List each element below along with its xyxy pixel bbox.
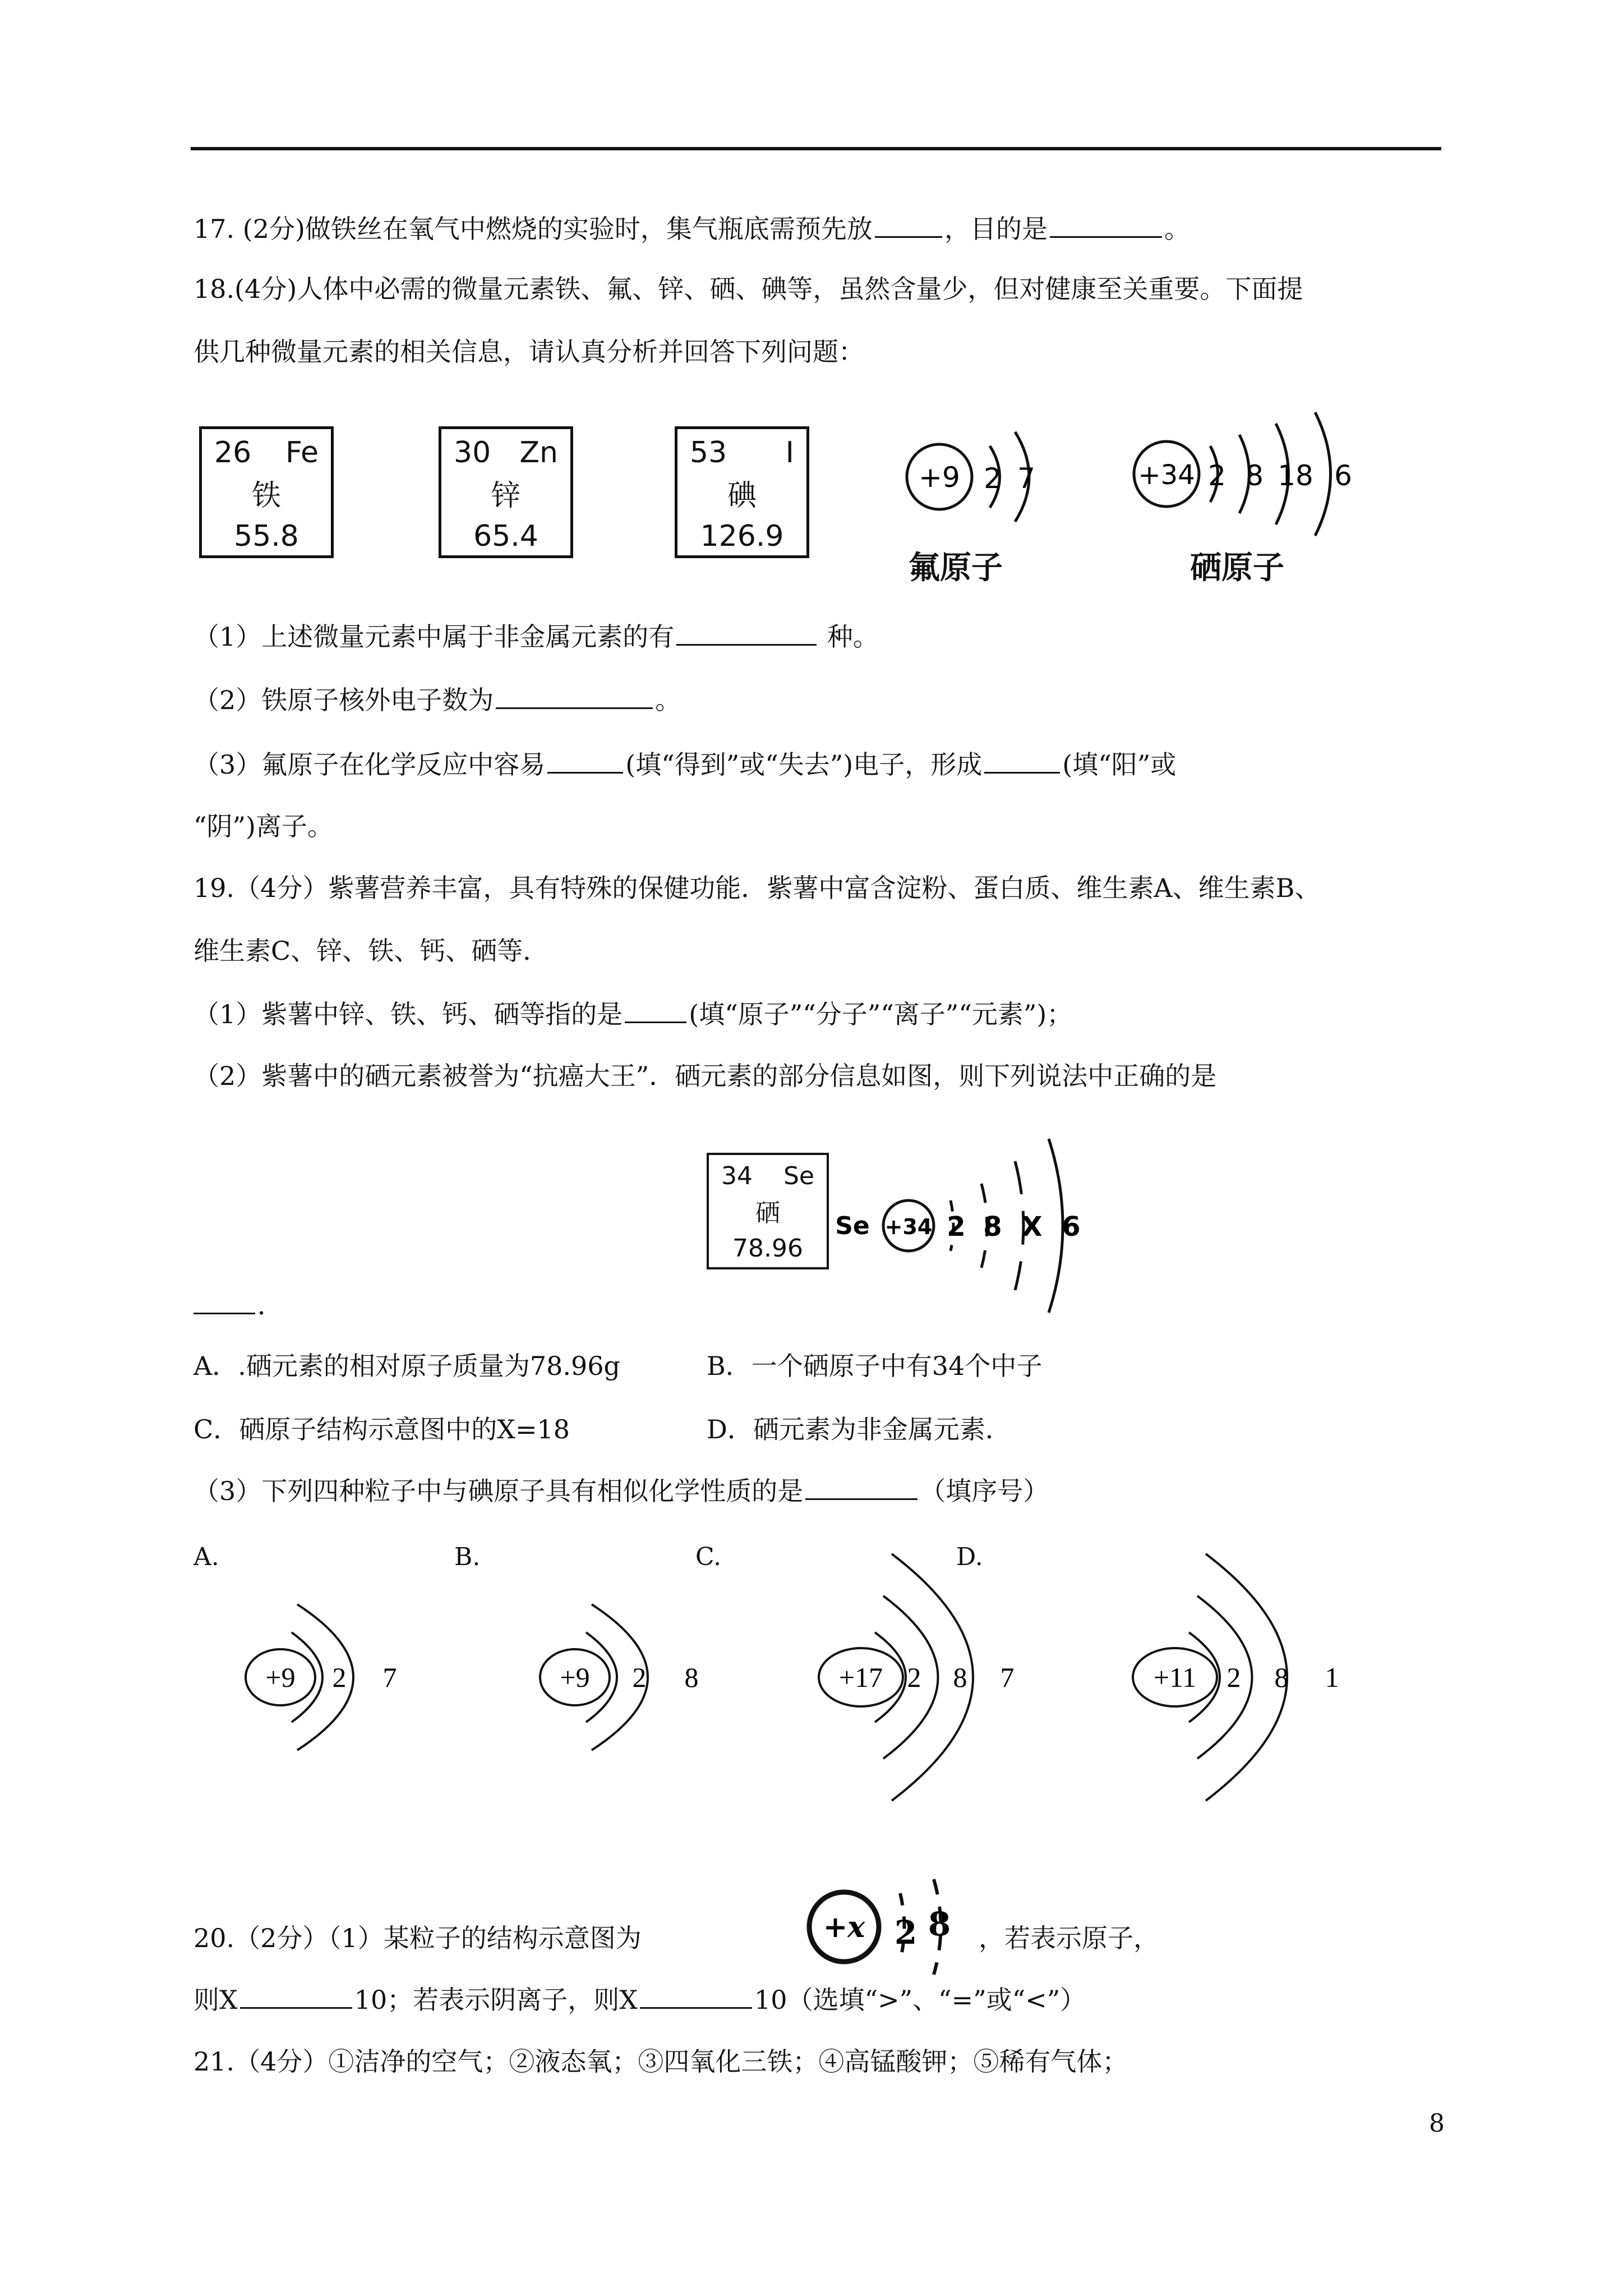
shell-electrons: 2 [907, 1662, 921, 1693]
q18-sub3-cont: “阴”)离子。 [193, 811, 333, 841]
atomic-number: 30 [454, 436, 491, 470]
q18-sub3-text-c: (填“阳”或 [1062, 749, 1177, 780]
element-symbol: Fe [285, 436, 319, 470]
q19-sub1-blank [625, 999, 686, 1023]
q19-line-2: 维生素C、锌、铁、钙、硒等． [193, 936, 549, 966]
element-symbol: Zn [519, 436, 558, 470]
q19-line-1: 19.（4分）紫薯营养丰富，具有特殊的保健功能．紫薯中富含淀粉、蛋白质、维生素A、维生素B、 [193, 873, 1321, 903]
fluorine-caption: 氟原子 [909, 550, 1003, 586]
atomic-mass: 65.4 [473, 519, 538, 553]
atomic-mass: 126.9 [700, 519, 784, 553]
element-card-zn [439, 426, 573, 558]
q17-blank-2 [1050, 214, 1162, 238]
shell-electrons: 8 [684, 1662, 699, 1693]
q20-structure-diagram [802, 1871, 970, 1983]
nucleus-charge: +34 [1138, 459, 1195, 491]
q18-line-1: 18.(4分)人体中必需的微量元素铁、氟、锌、硒、碘等，虽然含量少，但对健康至关重要。下面提 [193, 274, 1303, 304]
choice-d-diagram [1122, 1543, 1357, 1812]
q19-sub1-end: (填“原子”“分子”“离子”“元素”)； [689, 999, 1073, 1029]
nucleus-charge: +9 [265, 1662, 296, 1693]
atomic-number: 26 [214, 436, 252, 470]
q20-text-b: 10；若表示阴离子，则X [354, 1985, 638, 2015]
q19-sub2-end: ． [257, 1290, 283, 1320]
shell-electrons: 2 [984, 462, 1002, 495]
q19-option-d: D．硒元素为非金属元素． [707, 1414, 1011, 1444]
q18-sub1-blank [676, 622, 817, 646]
element-symbol: Se [783, 1162, 814, 1190]
q19-option-a: A．.硒元素的相对原子质量为78.96g [193, 1351, 620, 1381]
fluorine-atom-diagram [892, 415, 1077, 539]
q20-line-2 [193, 1983, 1086, 2017]
q18-line-2: 供几种微量元素的相关信息，请认真分析并回答下列问题： [193, 337, 864, 367]
element-card-i [675, 426, 809, 558]
nucleus-charge: +34 [884, 1214, 933, 1239]
shell-electrons: 6 [1334, 459, 1352, 492]
q17-line [193, 212, 1190, 246]
q17-text: 17. (2分)做铁丝在氧气中燃烧的实验时，集气瓶底需预先放 [193, 214, 873, 244]
q17-text-c: 。 [1164, 214, 1190, 244]
q18-sub1 [193, 620, 879, 654]
atomic-number: 34 [721, 1162, 753, 1190]
shell-electrons: 2 [894, 1913, 917, 1952]
se-symbol: Se [835, 1212, 870, 1240]
nucleus-charge: +9 [919, 461, 960, 494]
element-name: 铁 [251, 479, 281, 513]
shell-electrons: 8 [1274, 1662, 1289, 1693]
q21-line: 21.（4分）①洁净的空气；②液态氧；③四氧化三铁；④高锰酸钾；⑤稀有气体； [193, 2046, 1128, 2077]
element-card-se [707, 1153, 829, 1269]
shell-electrons: 8 [953, 1662, 967, 1693]
q19-sub2-blank [193, 1290, 255, 1314]
shell-electrons: 1 [1325, 1662, 1339, 1693]
shell-electrons: 18 [1278, 459, 1313, 492]
choice-d-letter: D. [956, 1543, 983, 1571]
q18-sub2-text: （2）铁原子核外电子数为 [193, 685, 494, 715]
shell-electrons: 2 [1208, 459, 1226, 492]
q19-option-b: B．一个硒原子中有34个中子 [707, 1351, 1043, 1381]
element-name: 硒 [755, 1199, 780, 1227]
q18-sub1-text: （1）上述微量元素中属于非金属元素的有 [193, 622, 675, 652]
nucleus-charge: +17 [838, 1662, 883, 1693]
selenium-atom-diagram [1122, 404, 1374, 544]
q20-line-1: 20.（2分）（1）某粒子的结构示意图为 [193, 1923, 642, 1953]
q20-text-c: 10（选填“>”、“=”或“<”） [754, 1985, 1086, 2015]
q20-text-a: 则X [193, 1985, 238, 2015]
choice-c-diagram [808, 1543, 1032, 1812]
shell-electrons: 8 [983, 1211, 1002, 1243]
shell-electrons: 7 [1017, 462, 1035, 495]
selenium-caption: 硒原子 [1190, 550, 1284, 586]
q18-sub3-blank-2 [984, 749, 1060, 774]
shell-electrons: X [1021, 1211, 1043, 1243]
q18-sub2-blank [496, 685, 653, 709]
choice-b-letter: B. [454, 1543, 481, 1571]
shell-electrons: 6 [1062, 1211, 1081, 1243]
shell-electrons: 7 [1000, 1662, 1015, 1693]
header-rule [191, 147, 1441, 150]
q18-sub3-text-b: (填“得到”或“失去”)电子，形成 [625, 749, 983, 780]
choice-a-letter: A. [193, 1543, 219, 1571]
element-name: 碘 [727, 479, 757, 513]
q19-sub2: （2）紫薯中的硒元素被誉为“抗癌大王”．硒元素的部分信息如图，则下列说法中正确的是 [193, 1061, 1217, 1091]
shell-electrons: 2 [332, 1662, 347, 1693]
q17-text-b: ，目的是 [944, 214, 1048, 244]
atomic-number: 53 [690, 436, 727, 470]
element-card-fe [199, 426, 334, 558]
q18-sub3-text: （3）氟原子在化学反应中容易 [193, 749, 546, 780]
shell-electrons: 2 [947, 1211, 966, 1243]
q17-blank-1 [875, 214, 942, 238]
q18-sub3 [193, 748, 1176, 781]
q19-sub3-blank [805, 1476, 917, 1500]
nucleus-charge: +9 [560, 1662, 590, 1693]
nucleus-charge: +x [823, 1910, 865, 1944]
shell-electrons: 8 [928, 1905, 951, 1943]
q19-option-c: C．硒原子结构示意图中的X=18 [193, 1414, 570, 1444]
shell-electrons: 7 [382, 1662, 397, 1693]
choice-a-diagram [241, 1593, 421, 1761]
element-symbol: I [785, 436, 794, 470]
choice-c-letter: C. [695, 1543, 722, 1571]
q19-sub3 [193, 1474, 1049, 1508]
q19-sub3-text: （3）下列四种粒子中与碘原子具有相似化学性质的是 [193, 1476, 804, 1506]
selenium-structure-diagram [830, 1128, 1094, 1318]
q18-sub2-end: 。 [655, 685, 681, 715]
q20-blank-2 [640, 1985, 752, 2009]
shell-electrons: 2 [1227, 1662, 1241, 1693]
atomic-mass: 55.8 [234, 519, 299, 553]
element-name: 锌 [491, 479, 520, 513]
q18-sub3-blank-1 [547, 749, 623, 774]
q20-line-1-end: ，若表示原子， [979, 1923, 1159, 1953]
page-number: 8 [1429, 2109, 1445, 2138]
q19-sub3-end: （填序号） [920, 1476, 1049, 1506]
atomic-mass: 78.96 [732, 1234, 803, 1263]
q19-answer-line [193, 1289, 283, 1322]
choice-b-diagram [536, 1593, 715, 1761]
q19-sub1-text: （1）紫薯中锌、铁、钙、硒等指的是 [193, 999, 623, 1029]
shell-electrons: 8 [1246, 459, 1264, 492]
nucleus-charge: +11 [1153, 1662, 1197, 1693]
q18-sub2 [193, 683, 681, 717]
q20-blank-1 [240, 1985, 352, 2009]
q18-sub1-end: 种。 [819, 622, 879, 652]
q19-sub1 [193, 997, 1072, 1031]
shell-electrons: 2 [632, 1662, 647, 1693]
